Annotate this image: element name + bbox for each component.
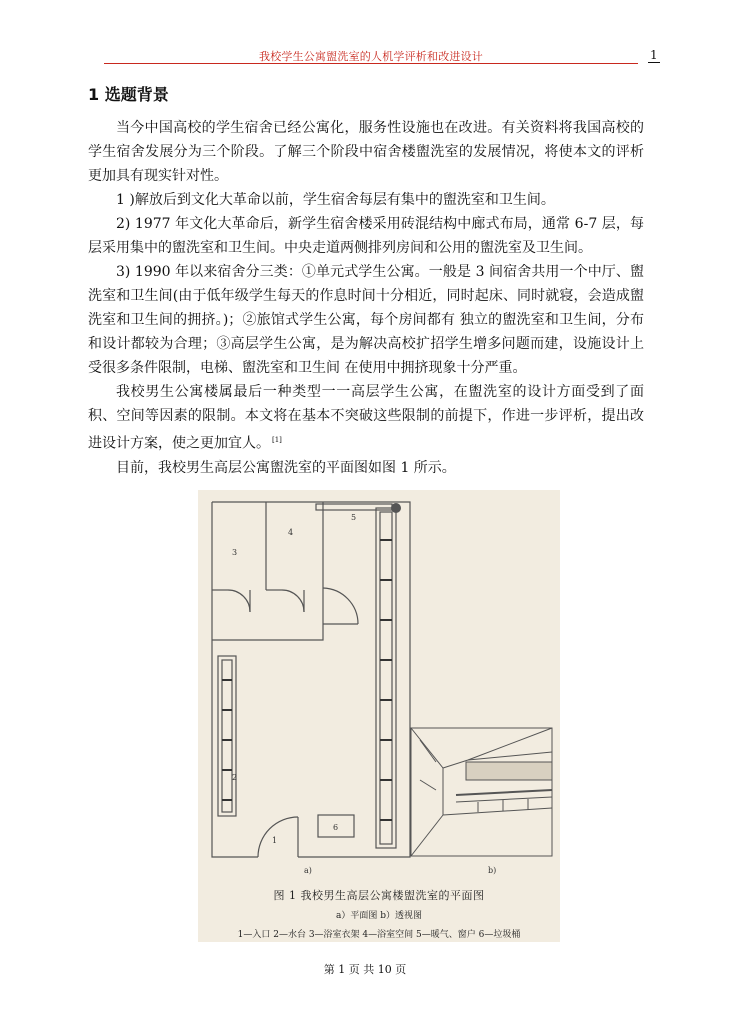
faucet-markers bbox=[222, 540, 392, 820]
page-footer: 第 1 页 共 10 页 bbox=[323, 963, 407, 976]
header-page-number: 1 bbox=[650, 48, 658, 62]
paragraph-stage-2: 2) 1977 年文化大革命后，新学生宿舍楼采用砖混结构中廊式布局，通常 6-7 层，每层采用集中的盥洗室和卫生间。中央走道两侧排列房间和公用的盥洗室及卫生间。 bbox=[88, 216, 644, 256]
label-shower-rack: 3 bbox=[232, 548, 238, 557]
header-rule bbox=[104, 63, 638, 64]
label-wash-counter: 2 bbox=[232, 773, 238, 782]
panel-a-label: a) bbox=[304, 866, 312, 875]
label-shower-space: 4 bbox=[288, 528, 294, 537]
panel-b-label: b) bbox=[488, 866, 497, 875]
figure-caption-subtitle: a）平面图 b）透视图 bbox=[336, 911, 422, 921]
paragraph-our-dorm-text: 我校男生公寓楼属最后一种类型一一高层学生公寓，在盥洗室的设计方面受到了面积、空间等因素的限制。本文将在基本不突破这些限制的前提下，作进一步评析，提出改进设计方案，使之更加宜人。 bbox=[88, 384, 644, 452]
figure-floor-plan bbox=[198, 490, 560, 942]
paragraph-figure-ref: 目前，我校男生高层公寓盥洗室的平面图如图 1 所示。 bbox=[116, 459, 456, 476]
label-radiator-window: 5 bbox=[351, 513, 357, 522]
figure-caption-title: 图 1 我校男生高层公寓楼盥洗室的平面图 bbox=[273, 889, 485, 902]
corner-pipe-icon bbox=[391, 503, 401, 513]
label-entrance: 1 bbox=[272, 836, 278, 845]
label-trash-bin: 6 bbox=[333, 823, 339, 832]
running-header-title: 我校学生公寓盥洗室的人机学评析和改进设计 bbox=[259, 50, 483, 63]
paragraph-intro: 当今中国高校的学生宿舍已经公寓化，服务性设施也在改进。有关资料将我国高校的学生宿舍发展分为三个阶段。了解三个阶段中宿舍楼盥洗室的发展情况，将使本文的评析更加具有现实针对性。 bbox=[88, 120, 644, 184]
body-text bbox=[88, 116, 644, 480]
perspective-panel bbox=[411, 728, 552, 856]
citation-marker: [1] bbox=[272, 436, 282, 444]
paragraph-stage-1: 1 )解放后到文化大革命以前，学生宿舍每层有集中的盥洗室和卫生间。 bbox=[116, 192, 555, 208]
paragraph-stage-3: 3) 1990 年以来宿舍分三类：①单元式学生公寓。一般是 3 间宿舍共用一个中厅、盥洗室和卫生间(由于低年级学生每天的作息时间十分相近，同时起床、同时就寝，会造成盥洗室和卫生间的拥挤。)；②旅馆式学生公寓，每个房间都有 独立的盥洗室和卫生间，分布和设计都较为合理；③高层学生公寓，是为解决高校扩招学生增多问题而建，设施设计上受很多条件限制，电梯、盥洗室和卫生间 在使用中拥挤现象十分严重。 bbox=[88, 264, 644, 376]
section-heading: 1 选题背景 bbox=[88, 85, 169, 104]
figure-legend: 1—入口 2—水台 3—浴室衣架 4—浴室空间 5—暖气、窗户 6—垃圾桶 bbox=[237, 930, 521, 940]
floor-plan-drawing bbox=[198, 490, 560, 885]
paragraph-our-dorm bbox=[88, 380, 644, 456]
floor-plan-panel bbox=[212, 502, 410, 857]
